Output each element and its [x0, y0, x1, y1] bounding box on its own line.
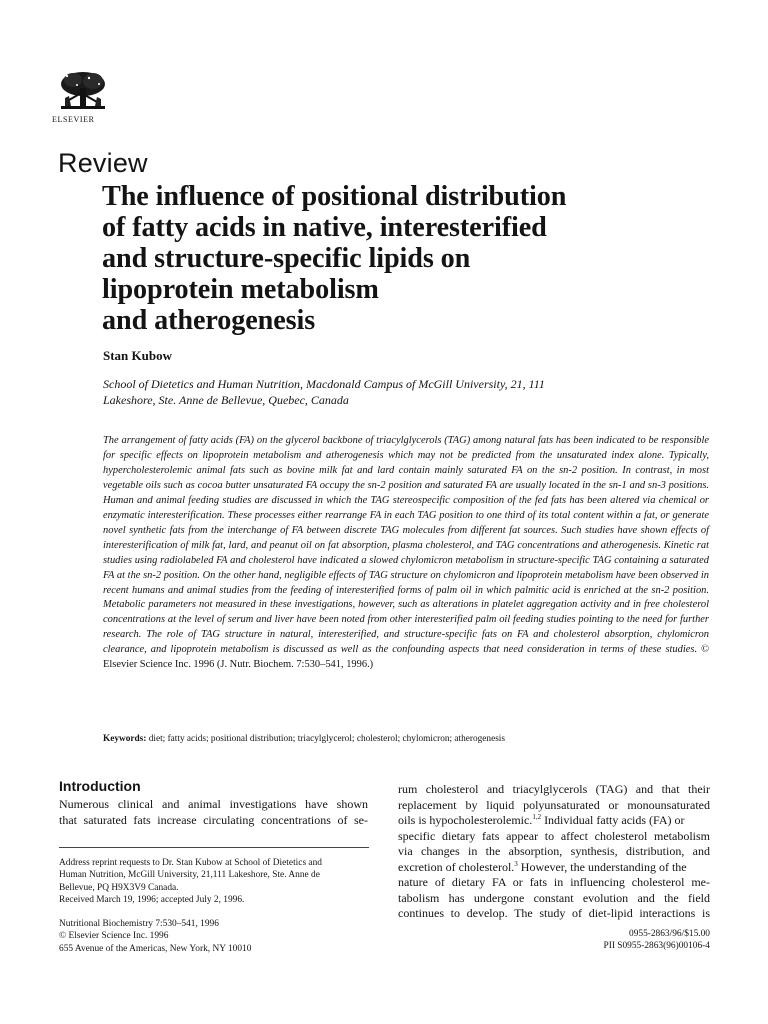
journal-footer: [59, 918, 379, 955]
section-label: Review: [58, 148, 148, 178]
body-line: nature of dietary FA or fats in influencing cholesterol me-: [398, 875, 710, 889]
footer-line: © Elsevier Science Inc. 1996: [59, 931, 169, 942]
article-title: [102, 181, 702, 336]
publisher-logo: [52, 70, 114, 124]
pii-identifier: PII S0955-2863(96)00106-4: [603, 941, 710, 952]
body-line: [398, 860, 710, 876]
title-line: of fatty acids in native, interesterified: [102, 212, 547, 243]
body-line: replacement by liquid polyunsaturated or monounsaturated: [398, 797, 710, 812]
title-line: and atherogenesis: [102, 305, 316, 336]
footnote-line: Bellevue, PQ H9X3V9 Canada.: [59, 882, 179, 893]
body-line: that saturated fats increase circulating concentrations of se-: [59, 812, 368, 827]
body-line: via changes in the absorption, synthesis, distribution, and: [398, 844, 710, 858]
publisher-name: ELSEVIER: [52, 115, 95, 124]
affiliation: [103, 376, 703, 408]
footnote-divider: [59, 847, 369, 848]
title-line: The influence of positional distribution: [102, 181, 567, 212]
keywords: [103, 734, 723, 744]
keywords-label: Keywords:: [103, 734, 147, 744]
title-line: and structure-specific lipids on: [102, 243, 471, 274]
body-text: oils is hypocholesterolemic.: [398, 813, 533, 827]
body-line: [398, 813, 710, 829]
citation-ref[interactable]: 1,2: [532, 813, 542, 821]
affiliation-line: School of Dietetics and Human Nutrition, Macdonald Campus of McGill University, 21, 111: [103, 377, 545, 391]
body-text: excretion of cholesterol.: [398, 859, 515, 874]
body-line: rum cholesterol and triacylglycerols (TAG) and that their: [398, 782, 710, 796]
body-line: specific dietary fats appear to affect cholesterol metabolism: [398, 828, 710, 843]
introduction-column-1: [59, 797, 368, 828]
identifier-footer: [520, 928, 710, 953]
keywords-list: diet; fatty acids; positional distribution; triacylglycerol; cholesterol; chylomicron; atherogenesis: [148, 734, 506, 744]
introduction-heading: Introduction: [59, 778, 141, 794]
footnote-line: Human Nutrition, McGill University, 21,111 Lakeshore, Ste. Anne de: [59, 870, 320, 881]
citation-ref[interactable]: 3: [514, 859, 518, 868]
body-line: Numerous clinical and animal investigations have shown: [59, 797, 368, 811]
affiliation-line: Lakeshore, Ste. Anne de Bellevue, Quebec, Canada: [103, 393, 349, 407]
footnote-line: Received March 19, 1996; accepted July 2, 1996.: [59, 895, 245, 906]
body-text: However, the understanding of the: [520, 859, 687, 874]
footer-line: Nutritional Biochemistry 7:530–541, 1996: [59, 919, 219, 929]
footnote-line: Address reprint requests to Dr. Stan Kubow at School of Dietetics and: [59, 858, 322, 868]
footer-line: 655 Avenue of the Americas, New York, NY 10010: [59, 943, 252, 954]
abstract-text: The arrangement of fatty acids (FA) on the glycerol backbone of triacylglycerols (TAG) among natural fats has been indicated to be responsible for specific effects on lipoprotein metabolism and atherogenesis which may not be predicted from the unsaturated index alone. Typically, hypercholesterolemic animal fats such as bovine milk fat and lard contain mainly saturated FA on the sn-2 position. In contrast, in most vegetable oils such as cocoa butter unsaturated FA occupy the sn-2 position and saturated FA are usually located in the sn-1 and sn-3 positions. Human and animal feeding studies are discussed in which the TAG stereospecific composition of the fed fats has been altered via chemical or enzymatic interesterification. These processes either rearrange FA in each TAG position to one third of its total content within a fat, or generate novel synthetic fats from the interchange of FA between discrete TAG molecules from different fat sources. Such studies have shown effects of interesterification of milk fat, lard, and peanut oil on fat absorption, plasma cholesterol, and TAG concentrations and atherogenesis. Kinetic rat studies using radiolabeled FA and cholesterol have indicated a slowed chylomicron metabolism in structure-specific TAG containing a saturated FA at the sn-2 position. On the other hand, negligible effects of TAG structure on chylomicron and lipoprotein metabolism have been observed in recent humans and animal studies from the feeding of interesterified forms of palm oil in which palmitic acid is enriched at the sn-2 position. Metabolic parameters not measured in these investigations, however, such as alterations in platelet aggregation activity and in free cholesterol concentrations at the level of serum and liver have been noted from other interesterified palm oil feeding studies pointing to the need for further research. The role of TAG structure in natural, interesterified, and structure-specific fats on FA and cholesterol absorption, chylomicron clearance, and lipoprotein metabolism is discussed as well as the confounding aspects that need consideration in terms of these studies.: [103, 435, 709, 656]
body-line: tabolism has undergone constant evolution and the field: [398, 890, 710, 905]
issn-price: 0955-2863/96/$15.00: [629, 929, 710, 939]
body-line: continues to develop. The study of diet-lipid interactions is: [398, 906, 710, 920]
author-name: Stan Kubow: [103, 348, 172, 363]
introduction-column-2: [398, 782, 710, 922]
elsevier-tree-logo-icon: [55, 70, 111, 114]
abstract-copyright: © Elsevier Science Inc. 1996 (J. Nutr. Biochem. 7:530–541, 1996.): [103, 644, 710, 671]
title-line: lipoprotein metabolism: [102, 274, 379, 305]
correspondence-footnote: [59, 857, 369, 907]
body-text: Individual fatty acids (FA) or: [544, 813, 685, 827]
abstract: [103, 434, 709, 673]
